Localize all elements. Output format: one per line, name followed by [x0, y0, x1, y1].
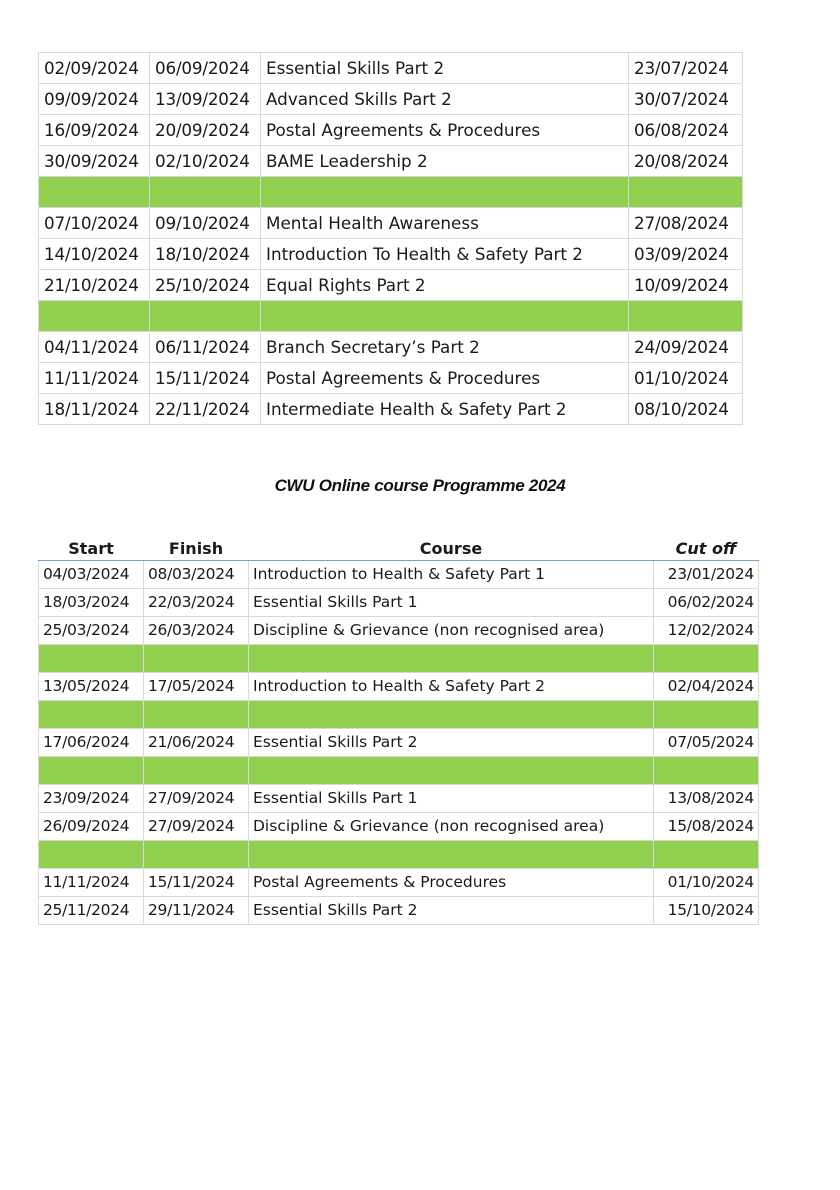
finish-date-cell: 18/10/2024	[150, 239, 261, 270]
course-name-cell: Essential Skills Part 2	[249, 897, 654, 925]
table-row	[39, 332, 743, 363]
cutoff-date-cell: 23/01/2024	[654, 561, 759, 589]
course-name-cell: Equal Rights Part 2	[261, 270, 629, 301]
separator-cell	[654, 841, 759, 869]
cutoff-date-cell: 15/08/2024	[654, 813, 759, 841]
separator-cell	[39, 177, 150, 208]
separator-row	[39, 301, 743, 332]
finish-date-cell: 26/03/2024	[144, 617, 249, 645]
start-date-cell: 18/03/2024	[39, 589, 144, 617]
cutoff-date-cell: 07/05/2024	[654, 729, 759, 757]
finish-date-cell: 22/11/2024	[150, 394, 261, 425]
cutoff-date-cell: 08/10/2024	[629, 394, 743, 425]
start-date-cell: 26/09/2024	[39, 813, 144, 841]
column-header-cutoff: Cut off	[654, 538, 759, 561]
course-name-cell: Essential Skills Part 1	[249, 785, 654, 813]
cutoff-date-cell: 24/09/2024	[629, 332, 743, 363]
start-date-cell: 25/03/2024	[39, 617, 144, 645]
finish-date-cell: 29/11/2024	[144, 897, 249, 925]
table-row	[39, 394, 743, 425]
start-date-cell: 21/10/2024	[39, 270, 150, 301]
separator-row	[39, 645, 759, 673]
separator-cell	[144, 701, 249, 729]
table-row	[39, 785, 759, 813]
finish-date-cell: 15/11/2024	[144, 869, 249, 897]
cutoff-date-cell: 12/02/2024	[654, 617, 759, 645]
start-date-cell: 30/09/2024	[39, 146, 150, 177]
cutoff-date-cell: 15/10/2024	[654, 897, 759, 925]
start-date-cell: 11/11/2024	[39, 363, 150, 394]
table-row	[39, 897, 759, 925]
table-row	[39, 869, 759, 897]
separator-cell	[249, 841, 654, 869]
separator-row	[39, 757, 759, 785]
course-name-cell: Advanced Skills Part 2	[261, 84, 629, 115]
start-date-cell: 17/06/2024	[39, 729, 144, 757]
separator-row	[39, 841, 759, 869]
finish-date-cell: 22/03/2024	[144, 589, 249, 617]
course-name-cell: Postal Agreements & Procedures	[261, 363, 629, 394]
course-name-cell: Mental Health Awareness	[261, 208, 629, 239]
finish-date-cell: 02/10/2024	[150, 146, 261, 177]
separator-cell	[39, 301, 150, 332]
start-date-cell: 13/05/2024	[39, 673, 144, 701]
separator-cell	[629, 301, 743, 332]
course-name-cell: Essential Skills Part 1	[249, 589, 654, 617]
cutoff-date-cell: 10/09/2024	[629, 270, 743, 301]
start-date-cell: 16/09/2024	[39, 115, 150, 146]
separator-cell	[150, 301, 261, 332]
start-date-cell: 11/11/2024	[39, 869, 144, 897]
finish-date-cell: 17/05/2024	[144, 673, 249, 701]
course-name-cell: Postal Agreements & Procedures	[261, 115, 629, 146]
course-name-cell: Discipline & Grievance (non recognised area)	[249, 813, 654, 841]
start-date-cell: 18/11/2024	[39, 394, 150, 425]
table-row	[39, 208, 743, 239]
finish-date-cell: 27/09/2024	[144, 813, 249, 841]
separator-cell	[39, 757, 144, 785]
table-row	[39, 729, 759, 757]
cutoff-date-cell: 23/07/2024	[629, 53, 743, 84]
separator-cell	[654, 757, 759, 785]
course-name-cell: Introduction To Health & Safety Part 2	[261, 239, 629, 270]
cutoff-date-cell: 30/07/2024	[629, 84, 743, 115]
finish-date-cell: 06/09/2024	[150, 53, 261, 84]
table-body	[39, 53, 743, 425]
separator-row	[39, 177, 743, 208]
separator-cell	[261, 177, 629, 208]
table-row	[39, 617, 759, 645]
table-row	[39, 589, 759, 617]
table-header	[39, 538, 759, 561]
separator-cell	[249, 757, 654, 785]
course-name-cell: BAME Leadership 2	[261, 146, 629, 177]
start-date-cell: 07/10/2024	[39, 208, 150, 239]
table-row	[39, 146, 743, 177]
table-row	[39, 84, 743, 115]
cutoff-date-cell: 02/04/2024	[654, 673, 759, 701]
course-name-cell: Essential Skills Part 2	[249, 729, 654, 757]
column-header-finish: Finish	[144, 538, 249, 561]
table-row	[39, 813, 759, 841]
start-date-cell: 23/09/2024	[39, 785, 144, 813]
course-schedule-table	[38, 52, 743, 425]
table-body	[39, 561, 759, 925]
course-name-cell: Introduction to Health & Safety Part 1	[249, 561, 654, 589]
cutoff-date-cell: 01/10/2024	[629, 363, 743, 394]
separator-cell	[39, 701, 144, 729]
cutoff-date-cell: 20/08/2024	[629, 146, 743, 177]
start-date-cell: 09/09/2024	[39, 84, 150, 115]
separator-cell	[144, 757, 249, 785]
course-name-cell: Introduction to Health & Safety Part 2	[249, 673, 654, 701]
cutoff-date-cell: 06/02/2024	[654, 589, 759, 617]
finish-date-cell: 09/10/2024	[150, 208, 261, 239]
start-date-cell: 25/11/2024	[39, 897, 144, 925]
separator-row	[39, 701, 759, 729]
course-name-cell: Discipline & Grievance (non recognised area)	[249, 617, 654, 645]
cutoff-date-cell: 13/08/2024	[654, 785, 759, 813]
separator-cell	[144, 645, 249, 673]
column-header-start: Start	[39, 538, 144, 561]
table-row	[39, 561, 759, 589]
finish-date-cell: 08/03/2024	[144, 561, 249, 589]
course-name-cell: Postal Agreements & Procedures	[249, 869, 654, 897]
separator-cell	[39, 841, 144, 869]
table-row	[39, 53, 743, 84]
course-name-cell: Branch Secretary’s Part 2	[261, 332, 629, 363]
course-name-cell: Essential Skills Part 2	[261, 53, 629, 84]
finish-date-cell: 13/09/2024	[150, 84, 261, 115]
online-course-programme-table	[38, 538, 759, 925]
start-date-cell: 02/09/2024	[39, 53, 150, 84]
separator-cell	[654, 701, 759, 729]
separator-cell	[144, 841, 249, 869]
finish-date-cell: 06/11/2024	[150, 332, 261, 363]
start-date-cell: 04/11/2024	[39, 332, 150, 363]
cutoff-date-cell: 03/09/2024	[629, 239, 743, 270]
table-row	[39, 673, 759, 701]
table-row	[39, 115, 743, 146]
start-date-cell: 04/03/2024	[39, 561, 144, 589]
course-name-cell: Intermediate Health & Safety Part 2	[261, 394, 629, 425]
separator-cell	[654, 645, 759, 673]
header-row	[39, 538, 759, 561]
cutoff-date-cell: 01/10/2024	[654, 869, 759, 897]
start-date-cell: 14/10/2024	[39, 239, 150, 270]
separator-cell	[249, 701, 654, 729]
separator-cell	[629, 177, 743, 208]
cutoff-date-cell: 06/08/2024	[629, 115, 743, 146]
finish-date-cell: 21/06/2024	[144, 729, 249, 757]
finish-date-cell: 25/10/2024	[150, 270, 261, 301]
table-row	[39, 270, 743, 301]
separator-cell	[261, 301, 629, 332]
finish-date-cell: 27/09/2024	[144, 785, 249, 813]
column-header-course: Course	[249, 538, 654, 561]
separator-cell	[39, 645, 144, 673]
table-row	[39, 239, 743, 270]
finish-date-cell: 20/09/2024	[150, 115, 261, 146]
page-title: CWU Online course Programme 2024	[274, 476, 566, 495]
finish-date-cell: 15/11/2024	[150, 363, 261, 394]
table-row	[39, 363, 743, 394]
separator-cell	[249, 645, 654, 673]
cutoff-date-cell: 27/08/2024	[629, 208, 743, 239]
separator-cell	[150, 177, 261, 208]
